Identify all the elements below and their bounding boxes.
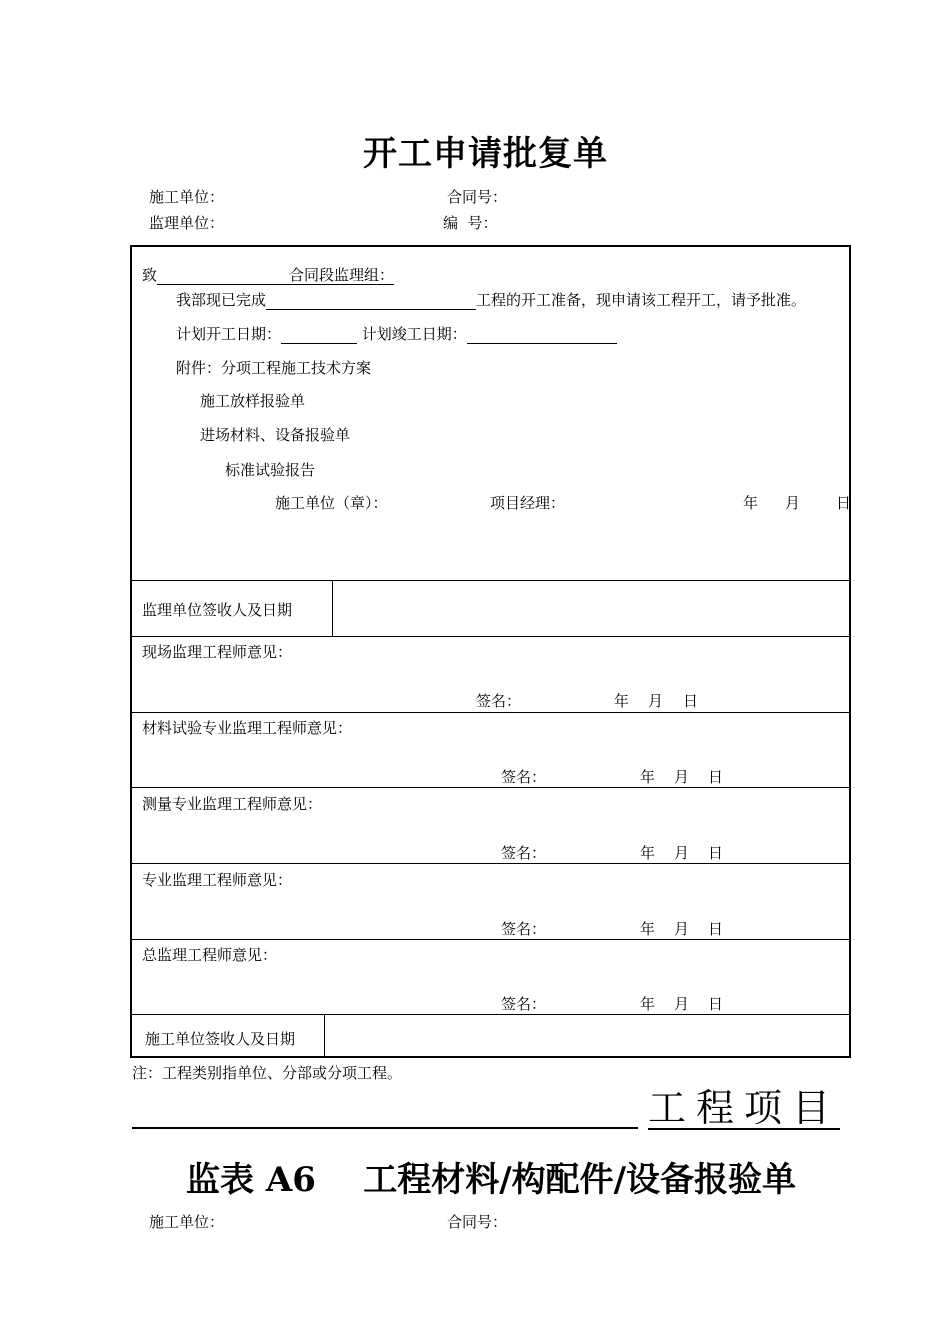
opinion-materials-engineer: 材料试验专业监理工程师意见： xyxy=(142,719,353,737)
opinion-date-year: 年 xyxy=(614,692,630,710)
opinion-sign-label: 签名： xyxy=(501,768,547,786)
completion-prefix: 我部现已完成 xyxy=(176,291,267,309)
planned-dates-line xyxy=(176,323,617,344)
sign-unit-label: 施工单位（章）： xyxy=(275,494,388,512)
opinion-chief-engineer: 总监理工程师意见： xyxy=(142,946,278,964)
opinion-date-year: 年 xyxy=(640,920,656,938)
opinion-date-year: 年 xyxy=(640,768,656,786)
planned-start-blank[interactable] xyxy=(281,329,357,344)
row-divider xyxy=(132,863,849,864)
opinion-date-year: 年 xyxy=(640,995,656,1013)
row-divider xyxy=(132,712,849,713)
project-blank[interactable] xyxy=(266,295,476,310)
addressee-suffix: 合同段监理组： xyxy=(289,266,395,284)
header-construction-unit: 施工单位： xyxy=(149,188,225,206)
attachment-setout: 施工放样报验单 xyxy=(200,392,306,410)
date-year: 年 xyxy=(743,494,759,512)
addressee-line xyxy=(142,264,394,285)
addressee-blank[interactable] xyxy=(157,270,289,285)
row-divider xyxy=(132,636,849,637)
addressee-prefix: 致 xyxy=(142,266,158,284)
form2-title: 监表 A6 工程材料/构配件/设备报验单 xyxy=(186,1160,797,1200)
header-supervision-unit: 监理单位： xyxy=(149,214,225,232)
supervision-receipt-label: 监理单位签收人及日期 xyxy=(142,601,293,619)
row-divider xyxy=(132,1014,849,1015)
opinion-specialist-engineer: 专业监理工程师意见： xyxy=(142,871,293,889)
opinion-date-month: 月 xyxy=(674,920,690,938)
completion-line xyxy=(176,289,806,310)
attachment-materials: 进场材料、设备报验单 xyxy=(200,426,351,444)
row-divider xyxy=(132,939,849,940)
opinion-survey-engineer: 测量专业监理工程师意见： xyxy=(142,795,323,813)
header-contract-no: 合同号： xyxy=(447,188,508,206)
opinion-date-day: 日 xyxy=(683,692,699,710)
opinion-date-month: 月 xyxy=(648,692,664,710)
opinion-date-day: 日 xyxy=(708,768,724,786)
date-month: 月 xyxy=(785,494,801,512)
construction-receipt-label: 施工单位签收人及日期 xyxy=(145,1030,296,1048)
attachments-label: 附件：分项工程施工技术方案 xyxy=(176,359,372,377)
form-title: 开工申请批复单 xyxy=(363,134,608,174)
opinion-site-engineer: 现场监理工程师意见： xyxy=(142,643,293,661)
opinion-date-day: 日 xyxy=(708,995,724,1013)
opinion-date-month: 月 xyxy=(674,995,690,1013)
planned-end-blank[interactable] xyxy=(467,329,617,344)
planned-start-label: 计划开工日期： xyxy=(176,325,282,343)
form2-construction-unit: 施工单位： xyxy=(149,1213,225,1231)
opinion-sign-label: 签名： xyxy=(501,844,547,862)
col-divider xyxy=(324,1014,325,1058)
opinion-date-year: 年 xyxy=(640,844,656,862)
opinion-sign-label: 签名： xyxy=(501,920,547,938)
project-name-underline xyxy=(132,1127,638,1129)
opinion-date-month: 月 xyxy=(674,768,690,786)
date-day: 日 xyxy=(836,494,852,512)
header-serial-no: 编 号： xyxy=(443,214,498,232)
opinion-date-day: 日 xyxy=(708,920,724,938)
project-label: 工程项目 xyxy=(648,1086,841,1130)
opinion-sign-label: 签名： xyxy=(501,995,547,1013)
form2-contract-no: 合同号： xyxy=(447,1213,508,1231)
row-divider xyxy=(132,787,849,788)
attachment-test-report: 标准试验报告 xyxy=(225,461,316,479)
opinion-date-month: 月 xyxy=(674,844,690,862)
application-table xyxy=(130,245,851,1058)
footnote: 注：工程类别指单位、分部或分项工程。 xyxy=(132,1064,403,1082)
col-divider xyxy=(332,580,333,636)
opinion-date-day: 日 xyxy=(708,844,724,862)
planned-end-label: 计划竣工日期： xyxy=(361,325,467,343)
row-divider xyxy=(132,580,849,581)
completion-suffix: 工程的开工准备，现申请该工程开工，请予批准。 xyxy=(476,291,807,309)
sign-pm-label: 项目经理： xyxy=(490,494,566,512)
opinion-sign-label: 签名： xyxy=(476,692,522,710)
